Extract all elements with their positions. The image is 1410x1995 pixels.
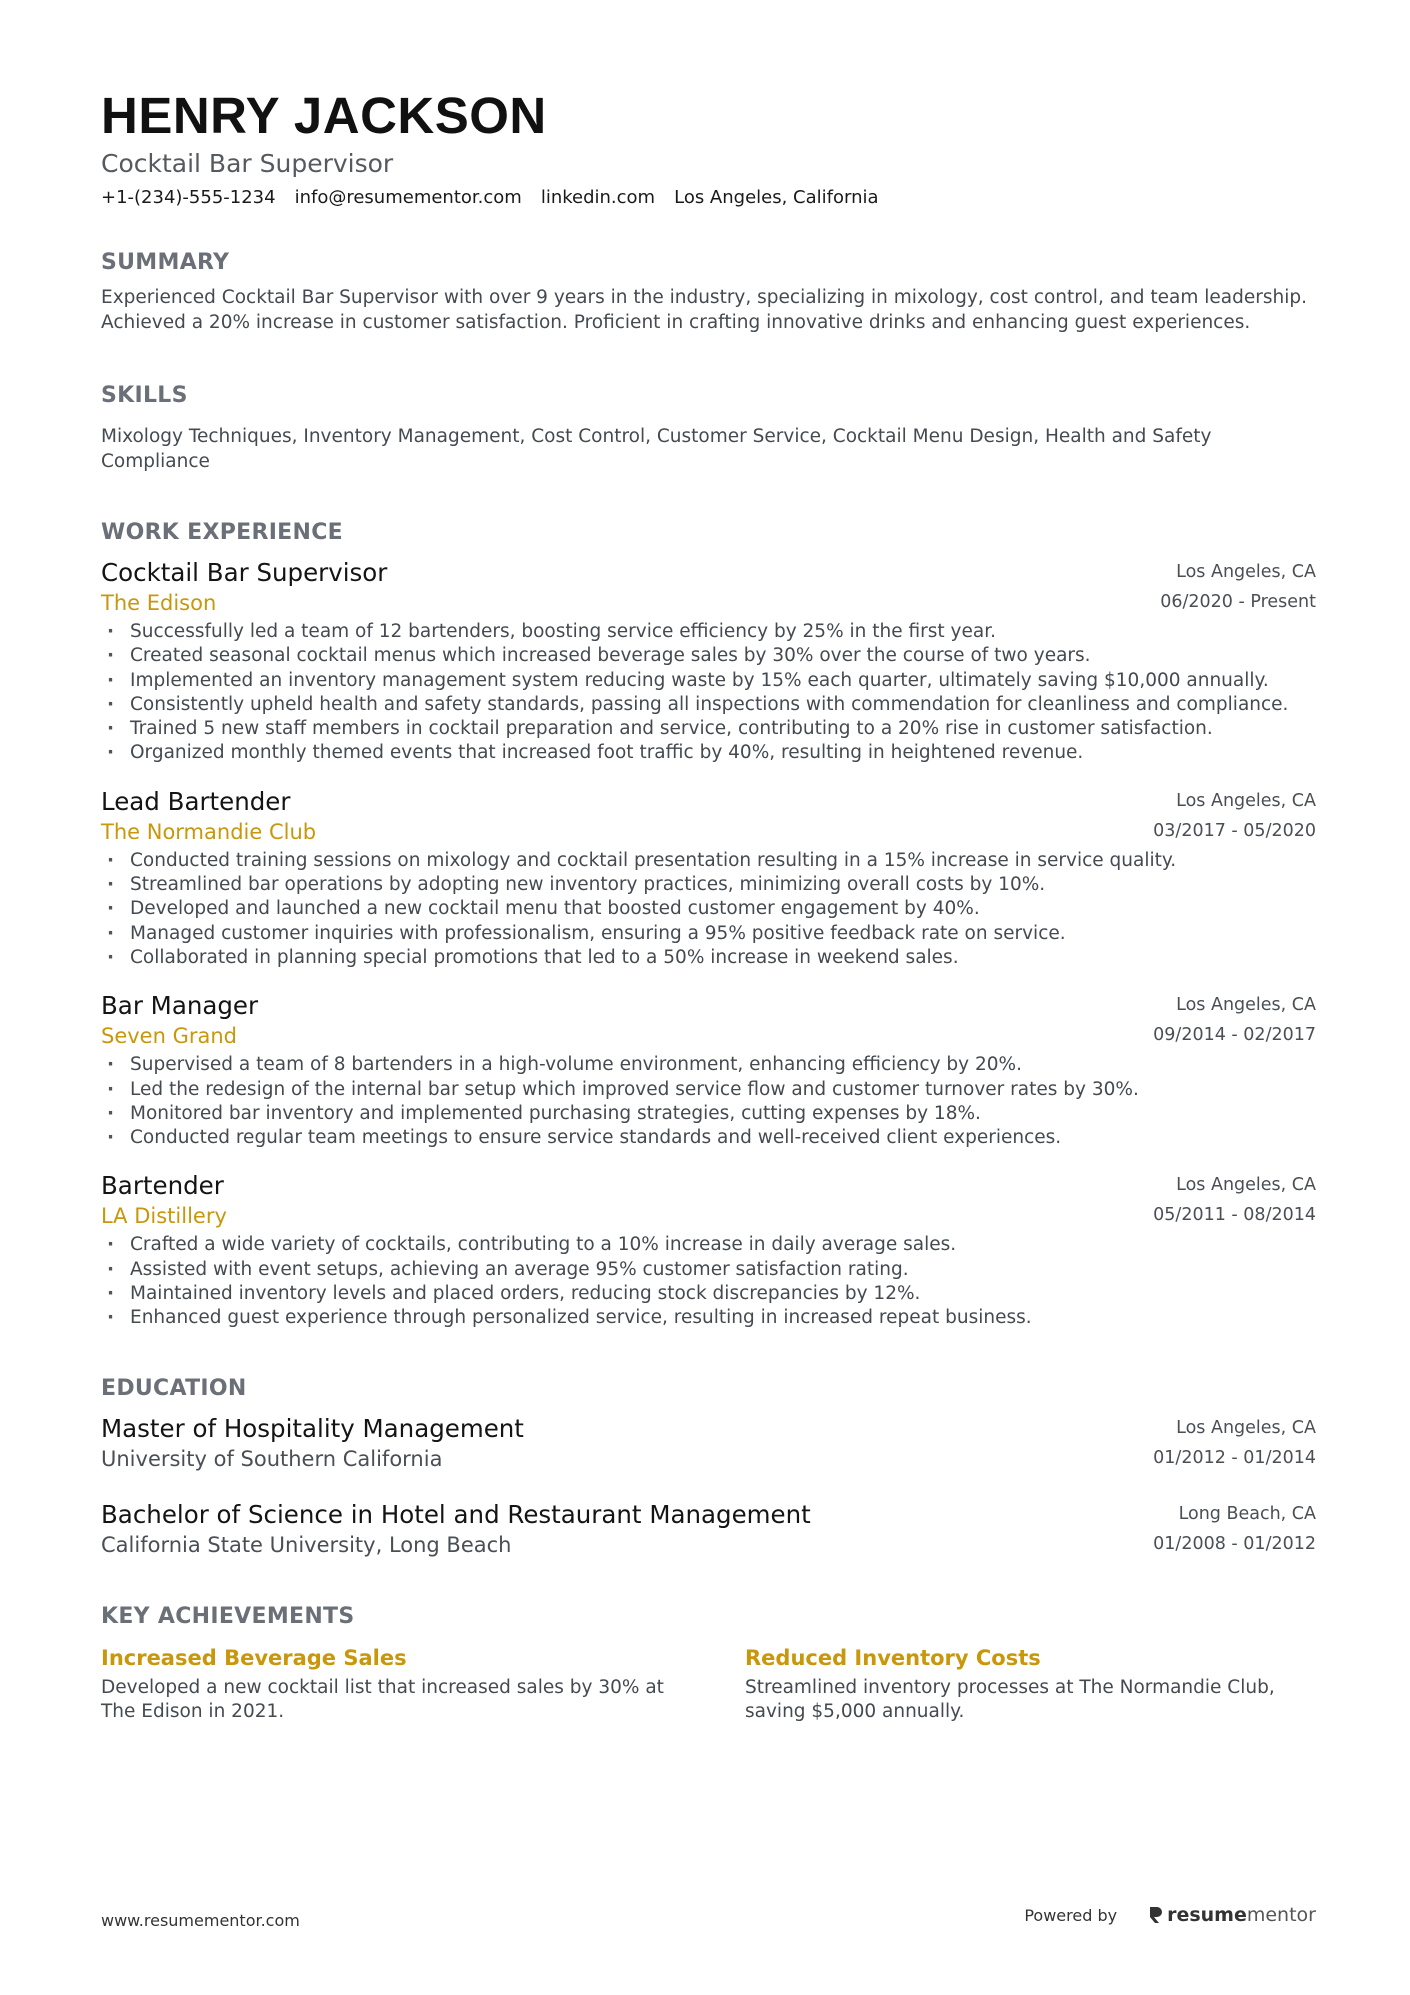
footer-website[interactable]: www.resumementor.com [101,1911,300,1930]
list-item: · Successfully led a team of 12 bartenders, boosting service efficiency by 25% in the first year. [101,620,1316,644]
contact-email[interactable]: info@resumementor.com [294,187,522,208]
job-meta [1153,1170,1316,1230]
list-item: · Managed customer inquiries with professionalism, ensuring a 95% positive feedback rate on service. [101,922,1316,946]
list-item: · Conducted regular team meetings to ensure service standards and well-received client experiences. [101,1126,1316,1150]
achievements-heading: KEY ACHIEVEMENTS [101,1603,355,1629]
brand-name-light: mentor [1246,1904,1316,1926]
skills-heading: SKILLS [101,383,188,408]
contact-location: Los Angeles, California [674,187,879,208]
education-entry [101,1499,1316,1559]
degree-title: Master of Hospitality Management [101,1413,524,1443]
education-section [101,1375,1316,1559]
list-item: · Organized monthly themed events that increased foot traffic by 40%, resulting in heightened revenue. [101,741,1316,765]
brand-logo[interactable] [1147,1904,1316,1926]
footer-branding [1024,1904,1316,1926]
list-item: · Enhanced guest experience through personalized service, resulting in increased repeat business. [101,1306,1316,1330]
powered-by-label: Powered by [1024,1905,1118,1925]
skills-text: Mixology Techniques, Inventory Management, Cost Control, Customer Service, Cocktail Menu Design, Health and Safety Compliance [101,426,1212,472]
job-bullets [101,620,1316,766]
list-item: · Created seasonal cocktail menus which increased beverage sales by 30% over the course of two years. [101,644,1316,668]
list-item: · Supervised a team of 8 bartenders in a high-volume environment, enhancing efficiency by 20%. [101,1053,1316,1077]
job-bullets [101,1233,1316,1330]
job-entry [101,557,1316,766]
job-meta [1160,557,1316,617]
job-bullets [101,1053,1316,1150]
resumementor-logo-icon [1147,1905,1163,1925]
list-item: · Collaborated in planning special promotions that led to a 50% increase in weekend sales. [101,946,1316,970]
achievement-title: Increased Beverage Sales [101,1645,407,1670]
school-name: University of Southern California [101,1446,443,1471]
job-company: Seven Grand [101,1024,237,1049]
list-item: · Crafted a wide variety of cocktails, contributing to a 10% increase in daily average sales. [101,1233,1316,1257]
job-title: Lead Bartender [101,786,291,816]
achievement-text: Streamlined inventory processes at The Normandie Club, saving $5,000 annually. [745,1676,1275,1723]
achievement-item [745,1643,1315,1725]
skills-section [101,382,1316,474]
candidate-title: Cocktail Bar Supervisor [101,149,394,178]
job-title: Cocktail Bar Supervisor [101,558,388,587]
list-item: · Streamlined bar operations by adopting new inventory practices, minimizing overall costs by 10%. [101,873,1316,897]
education-meta [1153,1413,1316,1473]
job-entry [101,1170,1316,1330]
education-dates: 01/2012 - 01/2014 [1153,1447,1316,1468]
achievements-section [101,1603,1316,1725]
list-item: · Consistently upheld health and safety standards, passing all inspections with commendation for cleanliness and compliance. [101,693,1316,717]
education-location: Los Angeles, CA [1176,1417,1316,1438]
education-dates: 01/2008 - 01/2012 [1153,1533,1316,1554]
job-company: LA Distillery [101,1204,227,1229]
education-location: Long Beach, CA [1178,1503,1316,1524]
education-meta [1153,1499,1316,1559]
list-item: · Developed and launched a new cocktail menu that boosted customer engagement by 40%. [101,897,1316,921]
job-entry [101,786,1316,970]
contact-linkedin[interactable]: linkedin.com [540,187,656,208]
experience-heading: WORK EXPERIENCE [101,520,343,545]
achievement-title: Reduced Inventory Costs [745,1645,1041,1670]
brand-name-bold: resume [1167,1904,1247,1926]
job-dates: 05/2011 - 08/2014 [1153,1205,1316,1226]
achievement-text: Developed a new cocktail list that increased sales by 30% at The Edison in 2021. [101,1676,664,1723]
job-dates: 06/2020 - Present [1160,592,1316,612]
job-meta [1153,786,1316,846]
achievement-item [101,1643,671,1725]
job-meta [1153,990,1316,1050]
education-entry [101,1413,1316,1473]
list-item: · Led the redesign of the internal bar setup which improved service flow and customer turnover rates by 30%. [101,1078,1316,1102]
list-item: · Assisted with event setups, achieving an average 95% customer satisfaction rating. [101,1258,1316,1282]
degree-title: Bachelor of Science in Hotel and Restaurant Management [101,1499,811,1529]
job-title: Bar Manager [101,991,259,1021]
contact-phone: +1-(234)-555-1234 [101,187,276,208]
job-title: Bartender [101,1171,224,1201]
job-company: The Edison [101,591,217,615]
summary-section [101,249,1316,335]
summary-heading: SUMMARY [101,250,230,275]
list-item: · Conducted training sessions on mixology and cocktail presentation resulting in a 15% increase in service quality. [101,849,1316,873]
job-company: The Normandie Club [101,819,317,844]
school-name: California State University, Long Beach [101,1532,512,1557]
job-location: Los Angeles, CA [1176,562,1316,582]
education-heading: EDUCATION [101,1375,247,1401]
resume-header [101,86,1316,211]
job-entry [101,990,1316,1150]
list-item: · Monitored bar inventory and implemented purchasing strategies, cutting expenses by 18%. [101,1102,1316,1126]
achievements-grid [101,1643,1316,1725]
job-location: Los Angeles, CA [1176,790,1316,811]
candidate-name: HENRY JACKSON [101,87,547,144]
job-dates: 09/2014 - 02/2017 [1153,1025,1316,1046]
list-item: · Trained 5 new staff members in cocktail preparation and service, contributing to a 20% rise in customer satisfaction. [101,717,1316,741]
contact-info [101,185,1316,211]
job-bullets [101,849,1316,970]
list-item: · Implemented an inventory management system reducing waste by 15% each quarter, ultimately saving $10,000 annually. [101,669,1316,693]
job-location: Los Angeles, CA [1176,1175,1316,1196]
summary-text: Experienced Cocktail Bar Supervisor with over 9 years in the industry, specializing in mixology, cost control, and team leadership. Achieved a 20% increase in customer satisfaction. Proficient in crafting innovative drinks and enhancing guest experiences. [101,287,1307,333]
job-dates: 03/2017 - 05/2020 [1153,820,1316,841]
list-item: · Maintained inventory levels and placed orders, reducing stock discrepancies by 12%. [101,1282,1316,1306]
job-location: Los Angeles, CA [1176,995,1316,1016]
resume-page [101,86,1316,1725]
experience-section [101,519,1316,1331]
